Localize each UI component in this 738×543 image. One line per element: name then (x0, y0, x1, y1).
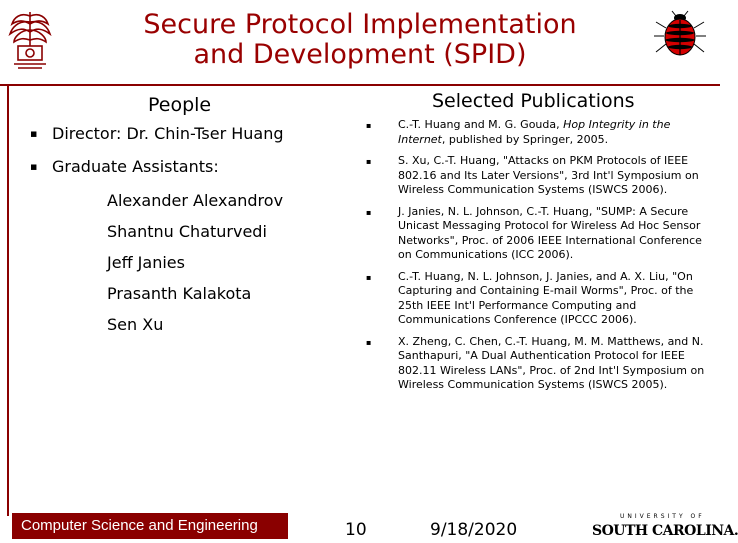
publication-title: Hop Integrity in the Internet (398, 118, 671, 146)
list-item (366, 270, 710, 328)
list-item: Shantnu Chaturvedi (107, 222, 267, 241)
usc-logo (592, 513, 738, 543)
square-bullet-icon: ▪ (366, 121, 372, 130)
square-bullet-icon: ▪ (366, 157, 372, 166)
slide-number: 10 (345, 520, 367, 540)
publication-text: S. Xu, C.-T. Huang, "Attacks on PKM Protocols of IEEE 802.16 and Its Later Versions", 3rd Int'l Symposium on Wireless Communication Systems (ISWCS 2006). (398, 154, 699, 196)
list-item: Alexander Alexandrov (107, 191, 284, 210)
header-divider (0, 84, 720, 86)
slide-footer (0, 508, 738, 540)
grad-assistant-names (107, 190, 283, 345)
title-line-1: Secure Protocol Implementation (143, 9, 577, 40)
people-heading: People (148, 94, 212, 116)
usc-logo-top: UNIVERSITY OF (620, 513, 705, 520)
left-divider (7, 86, 9, 516)
title-line-2: and Development (SPID) (193, 39, 527, 70)
page-title (100, 10, 620, 70)
list-item (366, 154, 710, 198)
ladybug-logo-icon (652, 10, 708, 60)
square-bullet-icon: ▪ (30, 127, 38, 140)
people-list (30, 124, 350, 190)
square-bullet-icon: ▪ (366, 272, 372, 282)
square-bullet-icon: ▪ (366, 207, 372, 217)
square-bullet-icon: ▪ (366, 337, 372, 347)
list-item: Prasanth Kalakota (107, 284, 252, 303)
publication-text: C.-T. Huang and M. G. Gouda, (398, 118, 564, 131)
publication-text: X. Zheng, C. Chen, C.-T. Huang, M. M. Matthews, and N. Santhapuri, "A Dual Authentication Protocol for IEEE 802.11 Wireless LANs", Proc. of 2nd Int'l Symposium on Wireless Communication Systems (ISWCS 2005). (398, 334, 705, 391)
list-item: Sen Xu (107, 315, 164, 334)
publication-text: J. Janies, N. L. Johnson, C.-T. Huang, "SUMP: A Secure Unicast Messaging Protocol for Wireless Ad Hoc Sensor Networks", Proc. of 2006 IEEE International Conference on Communications (ICC 2006). (398, 204, 702, 261)
director-text: Director: Dr. Chin-Tser Huang (52, 124, 284, 143)
list-item (366, 205, 710, 263)
list-item (366, 335, 710, 393)
publication-text: , published by Springer, 2005. (441, 132, 609, 146)
slide-date: 9/18/2020 (430, 520, 518, 540)
list-item (30, 124, 350, 143)
slide-header (0, 0, 720, 90)
publication-text: C.-T. Huang, N. L. Johnson, J. Janies, and A. X. Liu, "On Capturing and Containing E-mail Worms", Proc. of the 25th IEEE Int'l Performance Computing and Communications Conference (IPCCC 2006). (398, 269, 694, 326)
department-label: Computer Science and Engineering (12, 513, 288, 539)
list-item (366, 118, 710, 147)
usc-seal-icon (6, 6, 54, 72)
list-item: Jeff Janies (107, 253, 185, 272)
publications-list (366, 118, 710, 400)
list-item (30, 157, 350, 176)
grad-assistants-label: Graduate Assistants: (52, 157, 219, 176)
publications-heading: Selected Publications (432, 90, 635, 112)
square-bullet-icon: ▪ (30, 160, 38, 173)
usc-logo-main: SOUTH CAROLINA. (592, 523, 738, 539)
